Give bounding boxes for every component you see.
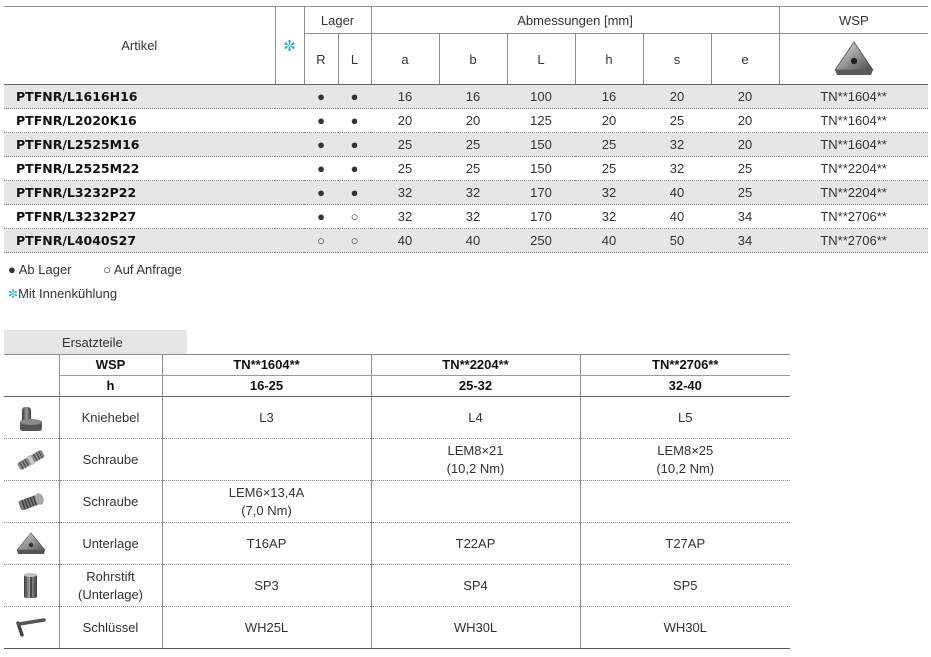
legend-stock xyxy=(8,262,182,277)
dim-length: 150 xyxy=(507,157,575,181)
cooling-header xyxy=(275,7,304,85)
header-col-s: s xyxy=(643,34,711,85)
spare-part-value: L5 xyxy=(580,397,790,439)
article-table xyxy=(4,6,928,253)
wsp-code: TN**2204** xyxy=(779,181,928,205)
stock-r: ● xyxy=(304,181,338,205)
header-col-a: a xyxy=(371,34,439,85)
legend-cooling xyxy=(8,286,117,301)
legend-filled-dot: ● xyxy=(8,262,16,277)
stock-l: ● xyxy=(338,109,371,133)
cooling-cell xyxy=(275,229,304,253)
dim-h: 32 xyxy=(575,205,643,229)
spare-part-image xyxy=(4,607,59,649)
shim-icon xyxy=(15,531,47,557)
spare-part-name: Rohrstift (Unterlage) xyxy=(59,565,162,607)
header-artikel: Artikel xyxy=(4,7,275,85)
stock-l: ○ xyxy=(338,205,371,229)
cooling-cell xyxy=(275,205,304,229)
spare-part-value: SP3 xyxy=(162,565,371,607)
table-row xyxy=(4,109,928,133)
spare-corner-cell xyxy=(4,355,59,397)
spare-part-row xyxy=(4,607,790,649)
stock-l: ● xyxy=(338,181,371,205)
spare-part-image xyxy=(4,439,59,481)
dim-a: 25 xyxy=(371,157,439,181)
spare-part-row xyxy=(4,397,790,439)
spare-part-name: Schraube xyxy=(59,439,162,481)
dim-length: 150 xyxy=(507,133,575,157)
spare-part-value xyxy=(371,481,580,523)
dim-s: 40 xyxy=(643,205,711,229)
spare-part-value xyxy=(162,439,371,481)
stock-r: ○ xyxy=(304,229,338,253)
spare-part-value: WH30L xyxy=(580,607,790,649)
spare-part-value xyxy=(580,481,790,523)
cooling-cell xyxy=(275,181,304,205)
article-code: PTFNR/L3232P27 xyxy=(4,205,275,229)
dim-s: 50 xyxy=(643,229,711,253)
cooling-cell xyxy=(275,85,304,109)
spare-part-name: Unterlage xyxy=(59,523,162,565)
spare-h-2: 25-32 xyxy=(371,376,580,397)
spare-part-value: WH30L xyxy=(371,607,580,649)
header-col-h: h xyxy=(575,34,643,85)
header-col-b: b xyxy=(439,34,507,85)
spare-wsp-1604: TN**1604** xyxy=(162,355,371,376)
stock-l: ● xyxy=(338,85,371,109)
dim-s: 40 xyxy=(643,181,711,205)
dim-length: 250 xyxy=(507,229,575,253)
table-row xyxy=(4,85,928,109)
wsp-code: TN**2204** xyxy=(779,157,928,181)
spare-part-name: Schlüssel xyxy=(59,607,162,649)
dim-e: 20 xyxy=(711,85,779,109)
dim-e: 25 xyxy=(711,181,779,205)
spare-part-value: T27AP xyxy=(580,523,790,565)
wsp-code: TN**1604** xyxy=(779,133,928,157)
dim-a: 32 xyxy=(371,181,439,205)
spare-part-value: SP4 xyxy=(371,565,580,607)
dim-s: 25 xyxy=(643,109,711,133)
table-row xyxy=(4,229,928,253)
spare-part-value: LEM8×21 (10,2 Nm) xyxy=(371,439,580,481)
ersatzteile-tab: Ersatzteile xyxy=(4,330,187,354)
spare-part-value: SP5 xyxy=(580,565,790,607)
hex-key-icon xyxy=(14,617,48,639)
wsp-code: TN**2706** xyxy=(779,205,928,229)
dim-b: 20 xyxy=(439,109,507,133)
knee-lever-icon xyxy=(17,403,45,433)
cooling-cell xyxy=(275,157,304,181)
screw-icon xyxy=(15,489,47,515)
stock-r: ● xyxy=(304,157,338,181)
dim-b: 32 xyxy=(439,205,507,229)
spare-part-row xyxy=(4,523,790,565)
stock-r: ● xyxy=(304,205,338,229)
dim-h: 20 xyxy=(575,109,643,133)
spare-part-row xyxy=(4,481,790,523)
stock-r: ● xyxy=(304,109,338,133)
dim-a: 16 xyxy=(371,85,439,109)
table-row xyxy=(4,157,928,181)
spare-part-name: Kniehebel xyxy=(59,397,162,439)
legend-auf-anfrage: Auf Anfrage xyxy=(113,262,182,277)
spare-part-value: L4 xyxy=(371,397,580,439)
dim-s: 32 xyxy=(643,133,711,157)
dim-h: 16 xyxy=(575,85,643,109)
header-r: R xyxy=(304,34,338,85)
spare-part-name: Schraube xyxy=(59,481,162,523)
dim-e: 34 xyxy=(711,205,779,229)
dim-length: 170 xyxy=(507,205,575,229)
article-code: PTFNR/L2525M22 xyxy=(4,157,275,181)
table-row xyxy=(4,133,928,157)
spare-wsp-2706: TN**2706** xyxy=(580,355,790,376)
dim-e: 34 xyxy=(711,229,779,253)
stock-l: ○ xyxy=(338,229,371,253)
table-row xyxy=(4,205,928,229)
header-wsp: WSP xyxy=(779,7,928,34)
stock-r: ● xyxy=(304,133,338,157)
double-screw-icon xyxy=(14,447,48,473)
article-code: PTFNR/L3232P22 xyxy=(4,181,275,205)
article-code: PTFNR/L2020K16 xyxy=(4,109,275,133)
legend-ab-lager: Ab Lager xyxy=(18,262,72,277)
wsp-code: TN**2706** xyxy=(779,229,928,253)
roll-pin-icon xyxy=(20,571,42,601)
cooling-cell xyxy=(275,109,304,133)
stock-l: ● xyxy=(338,133,371,157)
stock-r: ● xyxy=(304,85,338,109)
spare-wsp-label: WSP xyxy=(59,355,162,376)
dim-length: 125 xyxy=(507,109,575,133)
spare-part-value: T16AP xyxy=(162,523,371,565)
spare-part-value: LEM8×25 (10,2 Nm) xyxy=(580,439,790,481)
spare-part-image xyxy=(4,397,59,439)
dim-b: 25 xyxy=(439,157,507,181)
spare-part-row xyxy=(4,439,790,481)
dim-b: 25 xyxy=(439,133,507,157)
spare-h-label: h xyxy=(59,376,162,397)
header-col-e: e xyxy=(711,34,779,85)
dim-s: 20 xyxy=(643,85,711,109)
dim-e: 25 xyxy=(711,157,779,181)
spare-part-image xyxy=(4,523,59,565)
dim-a: 40 xyxy=(371,229,439,253)
spare-part-value: L3 xyxy=(162,397,371,439)
spare-part-row xyxy=(4,565,790,607)
dim-a: 32 xyxy=(371,205,439,229)
dim-b: 16 xyxy=(439,85,507,109)
snowflake-icon: ✼ xyxy=(283,37,296,55)
dim-length: 100 xyxy=(507,85,575,109)
wsp-code: TN**1604** xyxy=(779,109,928,133)
dim-length: 170 xyxy=(507,181,575,205)
article-code: PTFNR/L2525M16 xyxy=(4,133,275,157)
spare-h-3: 32-40 xyxy=(580,376,790,397)
cooling-cell xyxy=(275,133,304,157)
spare-part-image xyxy=(4,481,59,523)
spare-h-1: 16-25 xyxy=(162,376,371,397)
spare-part-image xyxy=(4,565,59,607)
header-l: L xyxy=(338,34,371,85)
spare-part-value: LEM6×13,4A (7,0 Nm) xyxy=(162,481,371,523)
legend-open-dot: ○ xyxy=(103,262,112,277)
table-row xyxy=(4,181,928,205)
spare-wsp-2204: TN**2204** xyxy=(371,355,580,376)
dim-b: 40 xyxy=(439,229,507,253)
dim-s: 32 xyxy=(643,157,711,181)
dim-h: 40 xyxy=(575,229,643,253)
spare-parts-table xyxy=(4,354,790,649)
header-lager: Lager xyxy=(304,7,371,34)
legend-innenkuehlung: Mit Innenkühlung xyxy=(18,286,118,301)
dim-h: 25 xyxy=(575,133,643,157)
header-col-length: L xyxy=(507,34,575,85)
dim-h: 25 xyxy=(575,157,643,181)
wsp-icon-cell xyxy=(779,34,928,85)
article-code: PTFNR/L1616H16 xyxy=(4,85,275,109)
dim-h: 32 xyxy=(575,181,643,205)
legend-snowflake-icon: ✼ xyxy=(8,287,19,301)
wsp-code: TN**1604** xyxy=(779,85,928,109)
dim-e: 20 xyxy=(711,133,779,157)
triangle-insert-icon xyxy=(832,40,876,78)
stock-l: ● xyxy=(338,157,371,181)
header-abmessungen: Abmessungen [mm] xyxy=(371,7,779,34)
spare-part-value: WH25L xyxy=(162,607,371,649)
dim-b: 32 xyxy=(439,181,507,205)
dim-a: 20 xyxy=(371,109,439,133)
dim-a: 25 xyxy=(371,133,439,157)
spare-part-value: T22AP xyxy=(371,523,580,565)
article-code: PTFNR/L4040S27 xyxy=(4,229,275,253)
dim-e: 20 xyxy=(711,109,779,133)
